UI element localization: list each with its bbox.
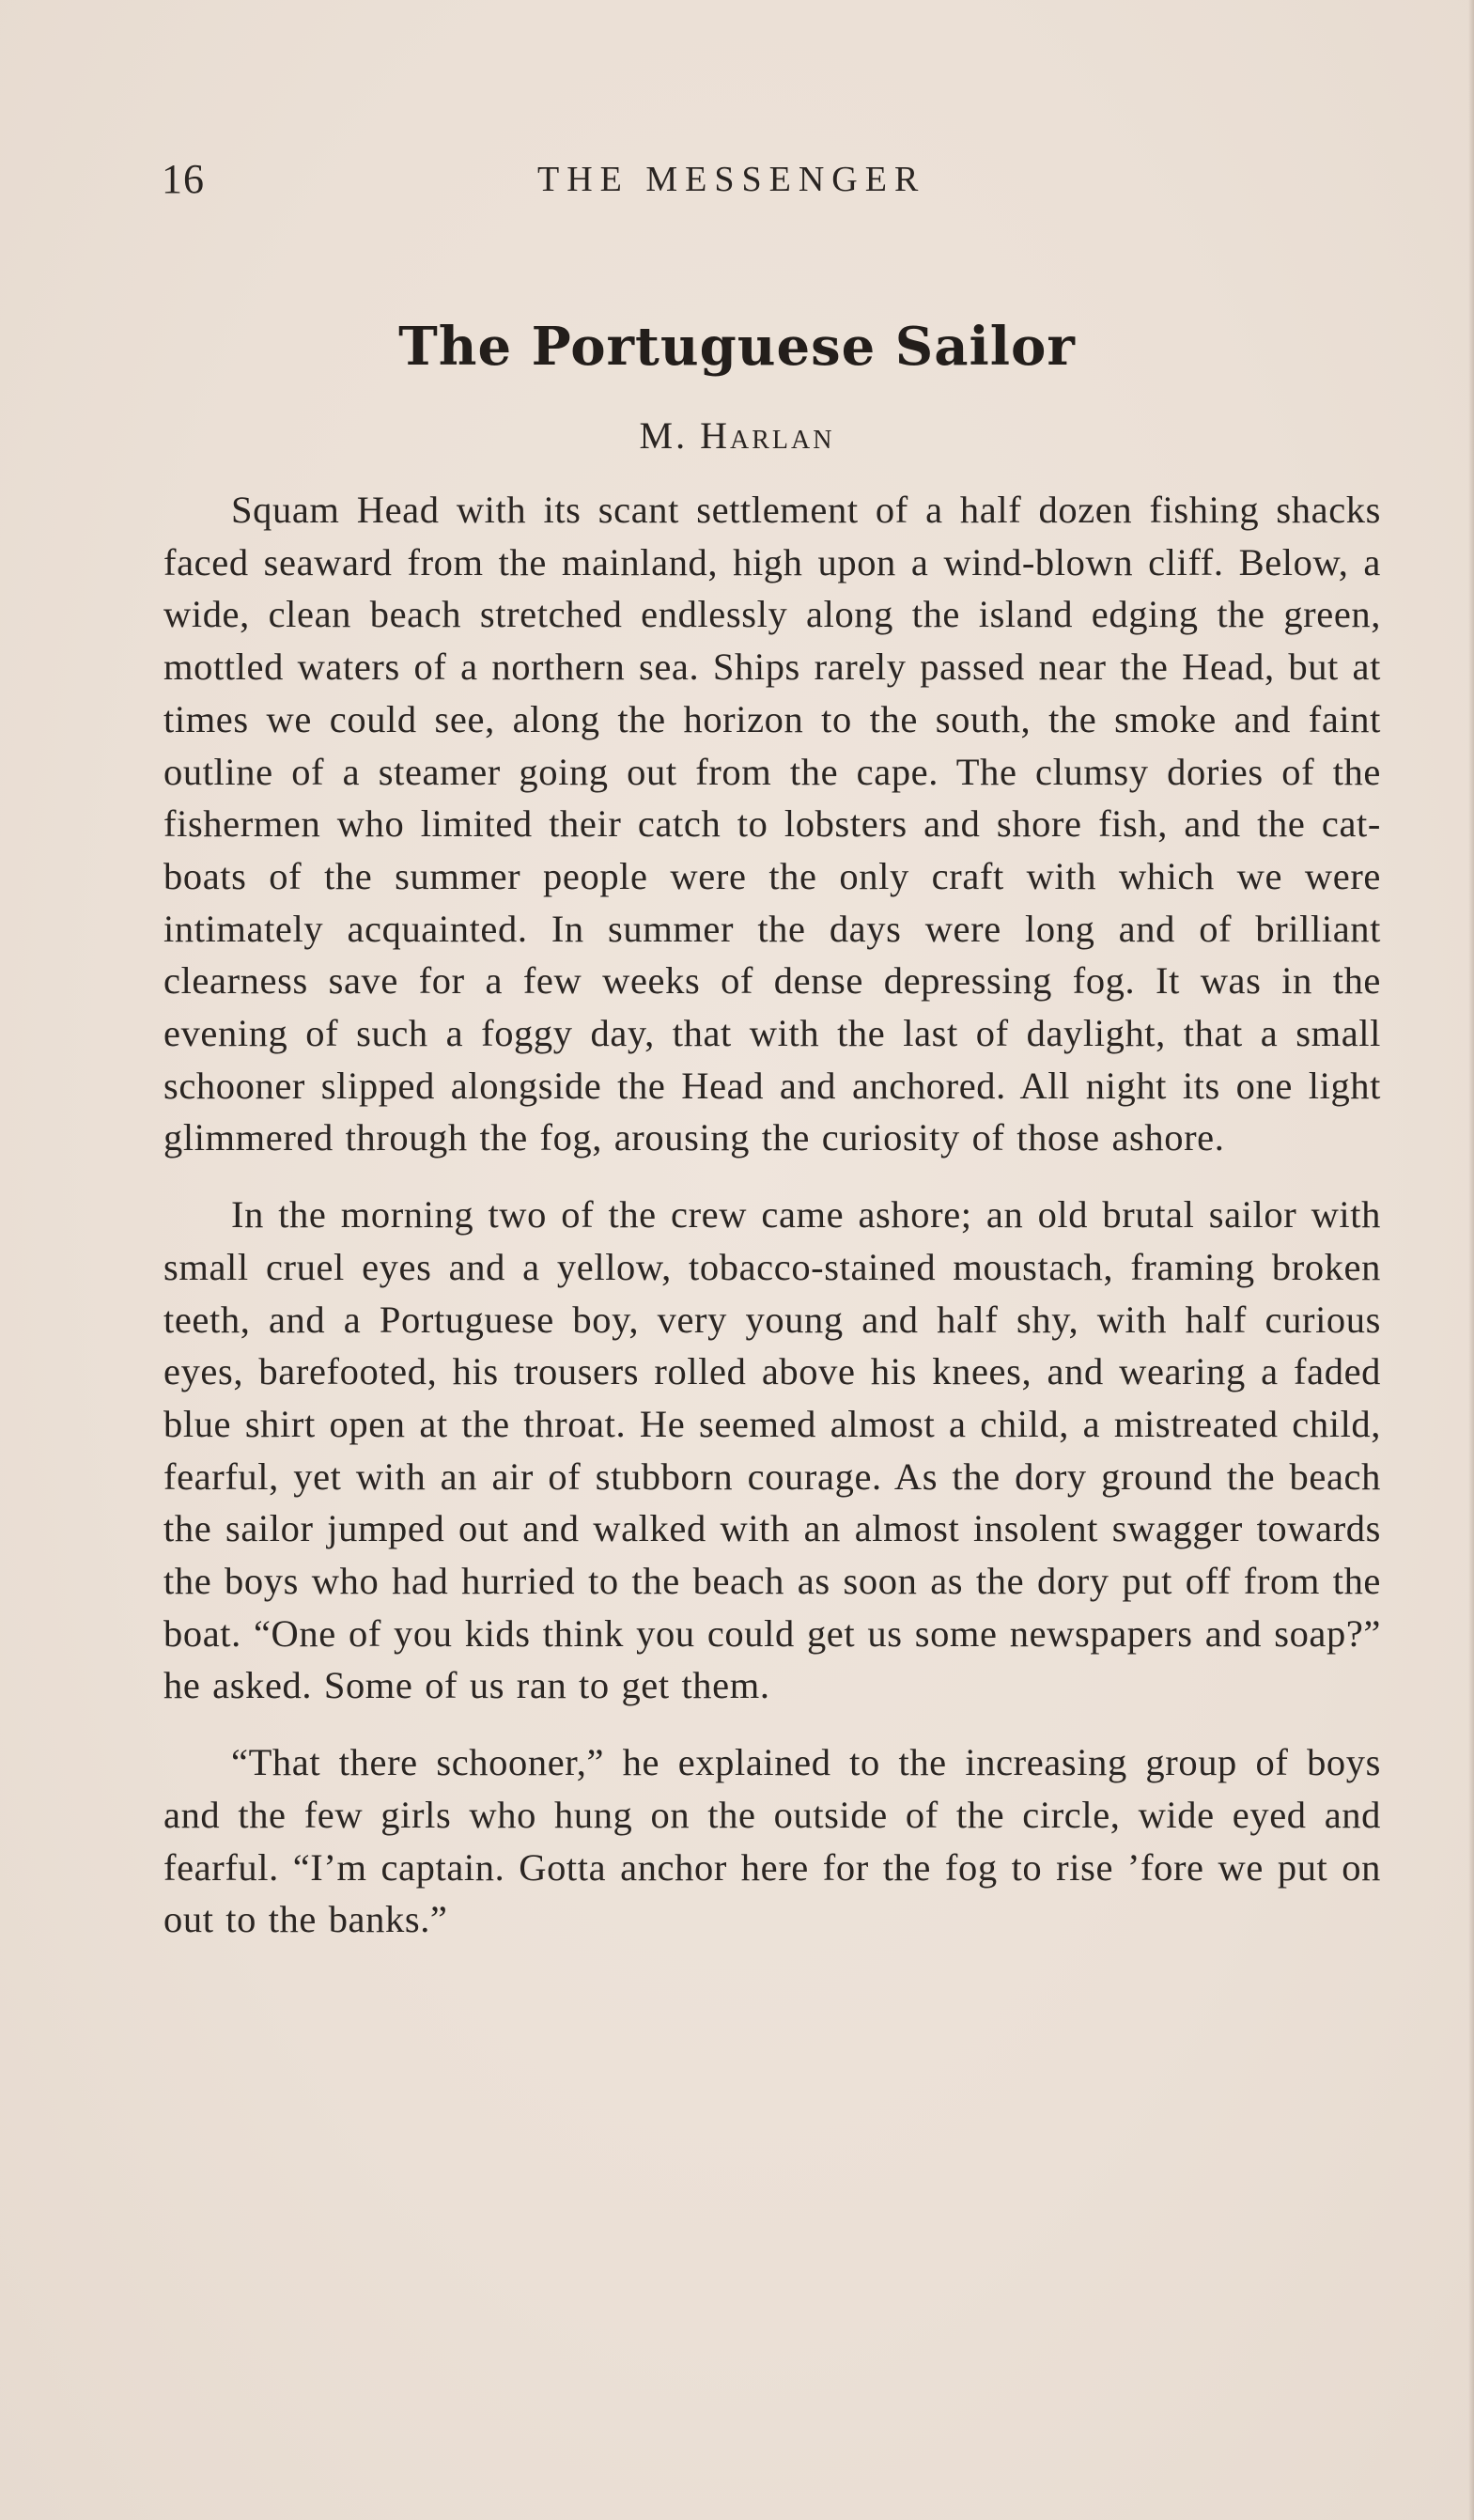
running-title: THE MESSENGER <box>537 160 926 199</box>
article-title: The Portuguese Sailor <box>398 316 1076 378</box>
paragraph: In the morning two of the crew came ashore; an old brutal sailor with small cruel eyes and a yellow, tobacco-stained moustach, framing broken teeth, and a Portuguese boy, very young and half shy, with half curious eyes, barefooted, his trousers rolled above his knees, and wearing a faded blue shirt open at the throat. He seemed almost a child, a mistreated child, fearful, yet with an air of stubborn courage. As the dory ground the beach the sailor jumped out and walked with an almost insolent swagger towards the boys who had hurried to the beach as soon as the dory put off from the boat. “One of you kids think you could get us some newspapers and soap?” he asked. Some of us ran to get them. <box>163 1193 1381 1707</box>
paragraph: “That there schooner,” he explained to the increasing group of boys and the few girls who hung on the outside of the circle, wide eyed and fearful. “I’m captain. Gotta anchor here for the fog to rise ’fore we put on out to the banks.” <box>163 1741 1381 1941</box>
paragraph: Squam Head with its scant settlement of a half dozen fishing shacks faced seaward from the mainland, high upon a wind-blown cliff. Below, a wide, clean beach stretched endlessly along the island edging the green, mottled waters of a northern sea. Ships rarely passed near the Head, but at times we could see, along the horizon to the south, the smoke and faint outline of a steamer going out from the cape. The clumsy dories of the fishermen who limited their catch to lobsters and shore fish, and the cat-boats of the summer people were the only craft with which we were intimately acquainted. In summer the days were long and of brilliant clearness save for a few weeks of dense depressing fog. It was in the evening of such a foggy day, that with the last of daylight, that a small schooner slipped alongside the Head and anchored. All night its one light glimmered through the fog, arousing the curiosity of those ashore. <box>163 489 1381 1159</box>
page-number: 16 <box>162 156 205 202</box>
article-author: M. Harlan <box>639 414 835 457</box>
page-header <box>162 155 1383 211</box>
article-body <box>163 484 1381 1970</box>
page-edge-shadow <box>1468 0 1474 2520</box>
